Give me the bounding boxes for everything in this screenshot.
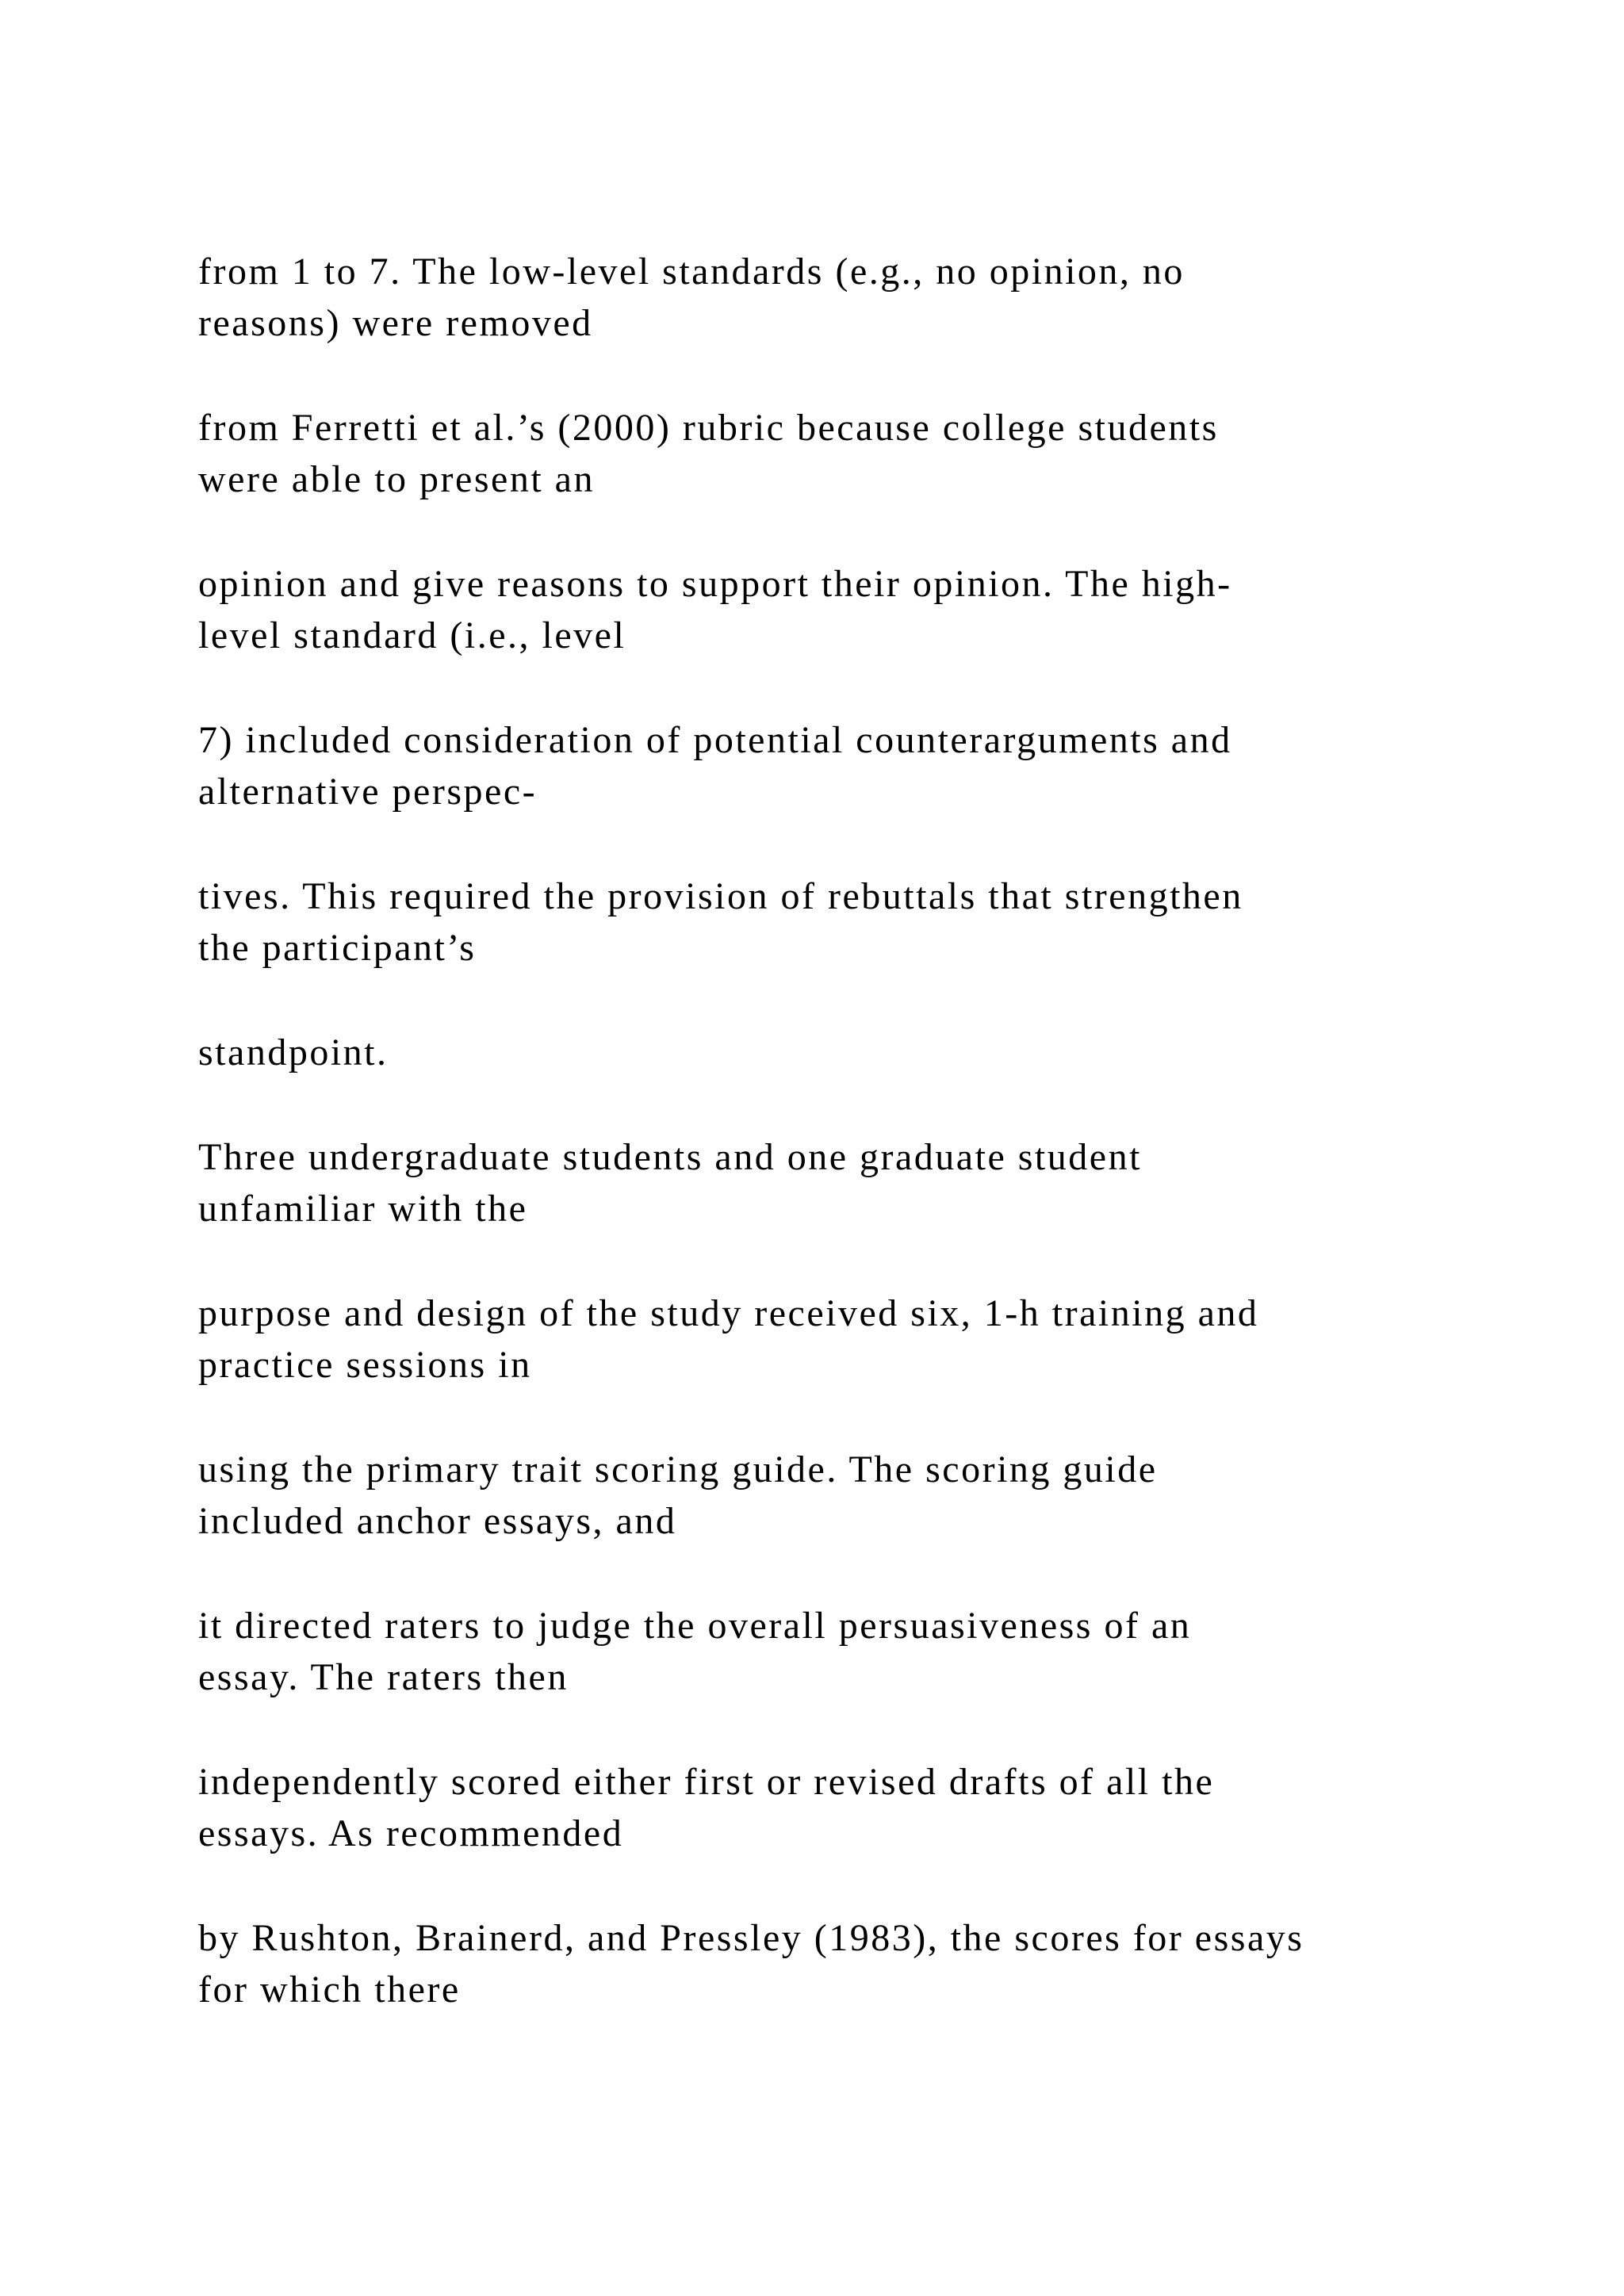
paragraph (198, 714, 1499, 817)
text-line: for which there (198, 1969, 461, 2011)
paragraph (198, 246, 1499, 349)
text-line: standpoint. (198, 1031, 389, 1073)
text-line: by Rushton, Brainerd, and Pressley (1983), the scores for essays (198, 1917, 1304, 1959)
text-line: Three undergraduate students and one graduate student (198, 1136, 1142, 1178)
text-line: reasons) were removed (198, 302, 593, 344)
text-line: from Ferretti et al.’s (2000) rubric because college students (198, 407, 1219, 449)
text-line: were able to present an (198, 458, 595, 500)
text-line: unfamiliar with the (198, 1188, 528, 1230)
paragraph (198, 1600, 1499, 1703)
text-line: included anchor essays, and (198, 1500, 677, 1542)
text-line: the participant’s (198, 927, 477, 969)
text-line: tives. This required the provision of rebuttals that strengthen (198, 875, 1243, 917)
text-line: practice sessions in (198, 1344, 532, 1386)
paragraph (198, 1756, 1499, 1859)
text-line: from 1 to 7. The low-level standards (e.g., no opinion, no (198, 251, 1185, 293)
text-line: alternative perspec- (198, 771, 538, 813)
paragraph (198, 1131, 1499, 1234)
text-line: 7) included consideration of potential counterarguments and (198, 719, 1232, 761)
text-line: independently scored either first or revised drafts of all the (198, 1761, 1215, 1803)
paragraph (198, 871, 1499, 974)
paragraph (198, 1444, 1499, 1547)
text-line: essays. As recommended (198, 1812, 624, 1854)
text-line: level standard (i.e., level (198, 614, 626, 656)
paragraph (198, 558, 1499, 661)
text-line: it directed raters to judge the overall persuasiveness of an (198, 1605, 1192, 1647)
text-line: essay. The raters then (198, 1656, 569, 1698)
text-line: purpose and design of the study received six, 1-h training and (198, 1292, 1259, 1334)
text-line: using the primary trait scoring guide. The scoring guide (198, 1448, 1158, 1490)
paragraph (198, 1027, 1499, 1078)
paragraph (198, 402, 1499, 505)
paragraph (198, 1912, 1499, 2015)
paragraph (198, 1288, 1499, 1391)
text-line: opinion and give reasons to support their opinion. The high- (198, 563, 1232, 605)
body-text (198, 246, 1499, 2068)
